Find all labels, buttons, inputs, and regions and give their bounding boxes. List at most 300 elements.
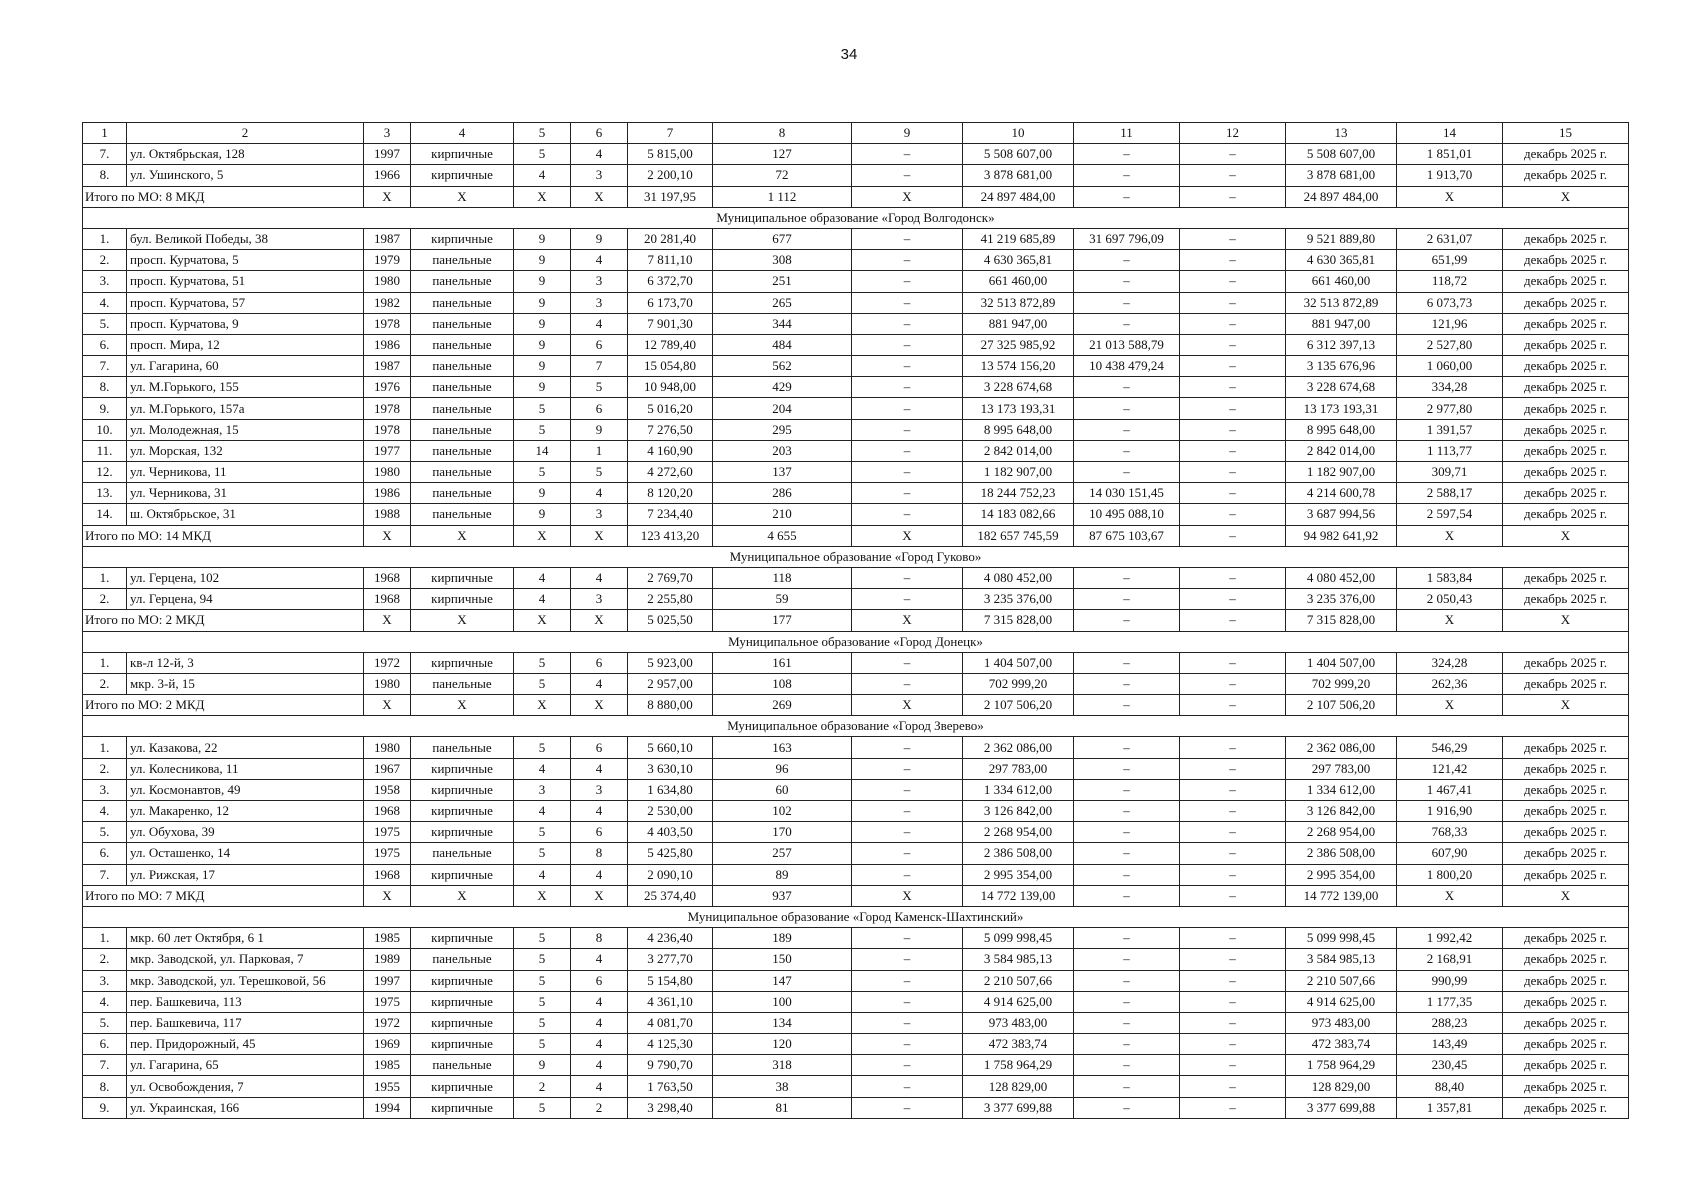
total-cell: X [571, 885, 628, 906]
table-cell: – [1180, 652, 1286, 673]
table-cell: 127 [713, 144, 852, 165]
table-cell: 8. [83, 377, 127, 398]
table-cell: 5 [514, 970, 571, 991]
total-cell: 94 982 641,92 [1286, 525, 1397, 546]
table-cell: – [852, 165, 963, 186]
table-cell: 2 842 014,00 [963, 440, 1074, 461]
table-row [83, 970, 1629, 991]
table-cell: 1978 [364, 313, 411, 334]
table-cell: – [852, 419, 963, 440]
table-cell: 4 [571, 1055, 628, 1076]
table-cell: кирпичные [411, 864, 514, 885]
table-cell: 5 815,00 [628, 144, 713, 165]
table-cell: декабрь 2025 г. [1503, 758, 1629, 779]
table-cell: 2 386 508,00 [963, 843, 1074, 864]
table-cell: 1955 [364, 1076, 411, 1097]
table-cell: 3 377 699,88 [1286, 1097, 1397, 1118]
table-cell: 4 [571, 673, 628, 694]
table-cell: 3 878 681,00 [963, 165, 1074, 186]
table-cell: кирпичные [411, 779, 514, 800]
table-cell: – [852, 334, 963, 355]
table-cell: 5 [514, 991, 571, 1012]
table-cell: – [1074, 313, 1180, 334]
table-cell: декабрь 2025 г. [1503, 483, 1629, 504]
total-cell: – [1180, 525, 1286, 546]
table-row [83, 377, 1629, 398]
table-cell: 3 878 681,00 [1286, 165, 1397, 186]
table-cell: 2 362 086,00 [1286, 737, 1397, 758]
total-cell: X [514, 695, 571, 716]
table-cell: декабрь 2025 г. [1503, 949, 1629, 970]
table-cell: 5 923,00 [628, 652, 713, 673]
table-cell: 5 016,20 [628, 398, 713, 419]
table-cell: панельные [411, 843, 514, 864]
table-row [83, 504, 1629, 525]
table-cell: панельные [411, 356, 514, 377]
table-cell: 118 [713, 567, 852, 588]
total-cell: X [1397, 885, 1503, 906]
table-cell: 3 228 674,68 [963, 377, 1074, 398]
total-cell: X [411, 885, 514, 906]
table-cell: – [852, 377, 963, 398]
total-cell: X [411, 610, 514, 631]
table-cell: 9 [514, 1055, 571, 1076]
table-cell: – [1074, 843, 1180, 864]
table-cell: декабрь 2025 г. [1503, 864, 1629, 885]
table-cell: 3 [571, 779, 628, 800]
table-cell: ул. М.Горького, 155 [127, 377, 364, 398]
table-cell: декабрь 2025 г. [1503, 462, 1629, 483]
table-cell: кирпичные [411, 589, 514, 610]
table-cell: – [852, 271, 963, 292]
table-cell: 3 228 674,68 [1286, 377, 1397, 398]
table-cell: – [1180, 165, 1286, 186]
table-row [83, 949, 1629, 970]
table-cell: – [1180, 991, 1286, 1012]
table-cell: 4 125,30 [628, 1034, 713, 1055]
table-cell: 1972 [364, 1012, 411, 1033]
table-cell: 1997 [364, 970, 411, 991]
table-cell: ул. Рижская, 17 [127, 864, 364, 885]
table-cell: 5 425,80 [628, 843, 713, 864]
table-cell: ш. Октябрьское, 31 [127, 504, 364, 525]
table-cell: – [1074, 737, 1180, 758]
table-cell: 9 [514, 250, 571, 271]
table-cell: 108 [713, 673, 852, 694]
table-cell: 4 [571, 567, 628, 588]
table-cell: 6 372,70 [628, 271, 713, 292]
table-cell: 1980 [364, 271, 411, 292]
table-cell: 1977 [364, 440, 411, 461]
table-cell: 2 597,54 [1397, 504, 1503, 525]
table-cell: 5 [514, 822, 571, 843]
table-cell: 121,96 [1397, 313, 1503, 334]
table-cell: ул. Герцена, 94 [127, 589, 364, 610]
table-cell: – [1180, 737, 1286, 758]
total-cell: – [1074, 610, 1180, 631]
table-cell: 4 [571, 1012, 628, 1033]
table-cell: – [852, 313, 963, 334]
table-cell: 134 [713, 1012, 852, 1033]
table-cell: 2 050,43 [1397, 589, 1503, 610]
municipality-heading-row [83, 906, 1629, 927]
table-cell: 4 [571, 1076, 628, 1097]
table-cell: 3 [571, 292, 628, 313]
table-cell: 6 173,70 [628, 292, 713, 313]
table-row [83, 1055, 1629, 1076]
table-row [83, 652, 1629, 673]
table-cell: 3 126 842,00 [963, 801, 1074, 822]
table-cell: ул. Гагарина, 60 [127, 356, 364, 377]
table-cell: декабрь 2025 г. [1503, 377, 1629, 398]
table-cell: – [1180, 462, 1286, 483]
total-cell: X [364, 885, 411, 906]
table-cell: – [1074, 949, 1180, 970]
column-number-cell: 10 [963, 123, 1074, 144]
table-cell: – [1180, 864, 1286, 885]
table-cell: 4 [571, 758, 628, 779]
table-cell: декабрь 2025 г. [1503, 440, 1629, 461]
table-cell: ул. Освобождения, 7 [127, 1076, 364, 1097]
table-cell: панельные [411, 419, 514, 440]
table-cell: 121,42 [1397, 758, 1503, 779]
table-cell: декабрь 2025 г. [1503, 334, 1629, 355]
table-cell: просп. Курчатова, 51 [127, 271, 364, 292]
total-label: Итого по МО: 14 МКД [83, 525, 364, 546]
table-cell: 1975 [364, 822, 411, 843]
table-cell: 2 769,70 [628, 567, 713, 588]
table-cell: панельные [411, 313, 514, 334]
table-cell: – [1074, 928, 1180, 949]
table-cell: декабрь 2025 г. [1503, 801, 1629, 822]
table-cell: мкр. 60 лет Октября, 6 1 [127, 928, 364, 949]
table-cell: панельные [411, 398, 514, 419]
table-cell: кирпичные [411, 928, 514, 949]
table-row [83, 1097, 1629, 1118]
total-cell: 5 025,50 [628, 610, 713, 631]
table-cell: – [1180, 292, 1286, 313]
table-cell: 6 [571, 334, 628, 355]
table-cell: 38 [713, 1076, 852, 1097]
table-cell: 286 [713, 483, 852, 504]
table-cell: 9 [514, 334, 571, 355]
table-cell: 2 631,07 [1397, 228, 1503, 249]
table-cell: – [1180, 673, 1286, 694]
table-cell: 3 235 376,00 [963, 589, 1074, 610]
table-cell: 4. [83, 991, 127, 1012]
table-row [83, 165, 1629, 186]
table-cell: 5 508 607,00 [1286, 144, 1397, 165]
table-cell: 1 467,41 [1397, 779, 1503, 800]
table-cell: 5 [514, 1034, 571, 1055]
table-row [83, 928, 1629, 949]
table-cell: – [1180, 567, 1286, 588]
table-cell: просп. Курчатова, 9 [127, 313, 364, 334]
table-cell: 4 272,60 [628, 462, 713, 483]
table-cell: панельные [411, 377, 514, 398]
table-cell: 8. [83, 165, 127, 186]
table-cell: 1. [83, 567, 127, 588]
table-cell: 4 [514, 758, 571, 779]
table-cell: кирпичные [411, 991, 514, 1012]
table-cell: – [1180, 271, 1286, 292]
table-cell: ул. Макаренко, 12 [127, 801, 364, 822]
table-row [83, 843, 1629, 864]
total-cell: 182 657 745,59 [963, 525, 1074, 546]
table-cell: 4. [83, 801, 127, 822]
table-cell: 4 [571, 144, 628, 165]
table-cell: ул. Морская, 132 [127, 440, 364, 461]
table-cell: – [852, 398, 963, 419]
total-cell: 177 [713, 610, 852, 631]
table-cell: 1980 [364, 673, 411, 694]
table-cell: 1 113,77 [1397, 440, 1503, 461]
table-cell: 297 783,00 [1286, 758, 1397, 779]
total-cell: – [1180, 885, 1286, 906]
table-cell: 1 404 507,00 [1286, 652, 1397, 673]
table-cell: – [1180, 356, 1286, 377]
total-cell: 2 107 506,20 [963, 695, 1074, 716]
table-cell: 1969 [364, 1034, 411, 1055]
table-cell: ул. Казакова, 22 [127, 737, 364, 758]
table-cell: 3 630,10 [628, 758, 713, 779]
table-cell: 651,99 [1397, 250, 1503, 271]
table-cell: панельные [411, 462, 514, 483]
table-cell: 7. [83, 356, 127, 377]
table-cell: 1967 [364, 758, 411, 779]
table-cell: 2. [83, 589, 127, 610]
table-cell: декабрь 2025 г. [1503, 292, 1629, 313]
table-cell: 7 811,10 [628, 250, 713, 271]
table-cell: 230,45 [1397, 1055, 1503, 1076]
table-cell: 5. [83, 822, 127, 843]
table-cell: 1 913,70 [1397, 165, 1503, 186]
table-cell: 2 210 507,66 [963, 970, 1074, 991]
table-cell: декабрь 2025 г. [1503, 1076, 1629, 1097]
table-cell: 31 697 796,09 [1074, 228, 1180, 249]
table-cell: 4 914 625,00 [1286, 991, 1397, 1012]
table-cell: – [852, 928, 963, 949]
table-cell: 9 [514, 483, 571, 504]
total-cell: X [571, 186, 628, 207]
total-row [83, 695, 1629, 716]
table-cell: – [852, 144, 963, 165]
table-cell: 81 [713, 1097, 852, 1118]
table-cell: 472 383,74 [1286, 1034, 1397, 1055]
table-cell: 4 [514, 165, 571, 186]
housing-table [82, 122, 1629, 1119]
table-cell: 334,28 [1397, 377, 1503, 398]
table-cell: 1997 [364, 144, 411, 165]
table-cell: 562 [713, 356, 852, 377]
table-cell: 7. [83, 864, 127, 885]
table-cell: декабрь 2025 г. [1503, 144, 1629, 165]
table-cell: 9 [514, 356, 571, 377]
table-cell: – [1180, 949, 1286, 970]
table-cell: декабрь 2025 г. [1503, 504, 1629, 525]
table-cell: 1. [83, 737, 127, 758]
table-cell: 1. [83, 928, 127, 949]
total-cell: – [1074, 885, 1180, 906]
table-cell: 5 [514, 673, 571, 694]
table-cell: 1 177,35 [1397, 991, 1503, 1012]
table-cell: панельные [411, 1055, 514, 1076]
table-cell: 2 530,00 [628, 801, 713, 822]
total-cell: X [852, 695, 963, 716]
table-cell: кирпичные [411, 1012, 514, 1033]
table-cell: – [1180, 440, 1286, 461]
table-cell: – [852, 440, 963, 461]
total-cell: 25 374,40 [628, 885, 713, 906]
table-cell: пер. Башкевича, 117 [127, 1012, 364, 1033]
column-number-cell: 1 [83, 123, 127, 144]
table-cell: 308 [713, 250, 852, 271]
table-cell: 1985 [364, 928, 411, 949]
table-cell: – [852, 356, 963, 377]
table-cell: 1 758 964,29 [1286, 1055, 1397, 1076]
table-cell: – [852, 673, 963, 694]
table-cell: 4 [514, 864, 571, 885]
table-cell: – [852, 462, 963, 483]
total-cell: 7 315 828,00 [1286, 610, 1397, 631]
table-cell: ул. Обухова, 39 [127, 822, 364, 843]
column-number-cell: 2 [127, 123, 364, 144]
table-cell: ул. Черникова, 11 [127, 462, 364, 483]
total-cell: X [364, 695, 411, 716]
table-cell: – [852, 970, 963, 991]
table-cell: 18 244 752,23 [963, 483, 1074, 504]
table-cell: 2 200,10 [628, 165, 713, 186]
table-cell: 4 160,90 [628, 440, 713, 461]
table-cell: 5 660,10 [628, 737, 713, 758]
table-cell: 9 [514, 377, 571, 398]
table-cell: 7. [83, 144, 127, 165]
total-cell: 1 112 [713, 186, 852, 207]
total-cell: – [1180, 186, 1286, 207]
table-row [83, 483, 1629, 504]
table-row [83, 228, 1629, 249]
table-cell: 12. [83, 462, 127, 483]
table-cell: 6 [571, 822, 628, 843]
total-cell: X [364, 186, 411, 207]
total-cell: 24 897 484,00 [1286, 186, 1397, 207]
table-cell: 1978 [364, 398, 411, 419]
table-cell: ул. Ушинского, 5 [127, 165, 364, 186]
table-cell: декабрь 2025 г. [1503, 737, 1629, 758]
table-cell: 8 [571, 928, 628, 949]
table-cell: просп. Курчатова, 57 [127, 292, 364, 313]
table-cell: 3 584 985,13 [963, 949, 1074, 970]
table-cell: 2 [571, 1097, 628, 1118]
column-number-cell: 15 [1503, 123, 1629, 144]
table-cell: 1989 [364, 949, 411, 970]
table-cell: 1968 [364, 589, 411, 610]
table-cell: 4 080 452,00 [1286, 567, 1397, 588]
table-row [83, 991, 1629, 1012]
table-cell: панельные [411, 334, 514, 355]
table-cell: 7 901,30 [628, 313, 713, 334]
total-cell: X [852, 186, 963, 207]
table-cell: 1958 [364, 779, 411, 800]
table-cell: просп. Мира, 12 [127, 334, 364, 355]
column-number-cell: 5 [514, 123, 571, 144]
table-cell: 2 268 954,00 [963, 822, 1074, 843]
total-label: Итого по МО: 7 МКД [83, 885, 364, 906]
table-cell: – [1180, 250, 1286, 271]
table-cell: – [1180, 928, 1286, 949]
table-cell: 10 948,00 [628, 377, 713, 398]
total-cell: X [852, 610, 963, 631]
table-cell: – [852, 991, 963, 1012]
table-cell: декабрь 2025 г. [1503, 652, 1629, 673]
table-cell: мкр. Заводской, ул. Терешковой, 56 [127, 970, 364, 991]
municipality-heading-row [83, 631, 1629, 652]
column-number-cell: 3 [364, 123, 411, 144]
table-cell: 5 [514, 652, 571, 673]
table-cell: ул. Космонавтов, 49 [127, 779, 364, 800]
table-cell: 14 [514, 440, 571, 461]
table-cell: 262,36 [1397, 673, 1503, 694]
total-cell: X [571, 695, 628, 716]
municipality-heading-row [83, 716, 1629, 737]
table-cell: панельные [411, 949, 514, 970]
table-cell: 1 182 907,00 [963, 462, 1074, 483]
table-cell: декабрь 2025 г. [1503, 567, 1629, 588]
table-cell: декабрь 2025 г. [1503, 589, 1629, 610]
table-row [83, 144, 1629, 165]
table-cell: 297 783,00 [963, 758, 1074, 779]
table-cell: 210 [713, 504, 852, 525]
table-cell: 1982 [364, 292, 411, 313]
table-cell: 1 851,01 [1397, 144, 1503, 165]
table-cell: 3 [571, 271, 628, 292]
table-cell: 251 [713, 271, 852, 292]
total-cell: 24 897 484,00 [963, 186, 1074, 207]
table-cell: 2 [514, 1076, 571, 1097]
table-cell: – [1180, 1012, 1286, 1033]
table-cell: декабрь 2025 г. [1503, 271, 1629, 292]
table-cell: бул. Великой Победы, 38 [127, 228, 364, 249]
table-cell: 1 334 612,00 [963, 779, 1074, 800]
table-cell: 5 508 607,00 [963, 144, 1074, 165]
table-cell: декабрь 2025 г. [1503, 1034, 1629, 1055]
table-cell: декабрь 2025 г. [1503, 1012, 1629, 1033]
table-cell: 3 277,70 [628, 949, 713, 970]
table-cell: декабрь 2025 г. [1503, 250, 1629, 271]
table-cell: 661 460,00 [963, 271, 1074, 292]
table-cell: – [1180, 334, 1286, 355]
table-cell: 32 513 872,89 [963, 292, 1074, 313]
total-cell: X [514, 610, 571, 631]
table-cell: декабрь 2025 г. [1503, 673, 1629, 694]
table-cell: 4 214 600,78 [1286, 483, 1397, 504]
table-row [83, 313, 1629, 334]
table-cell: 607,90 [1397, 843, 1503, 864]
table-cell: 147 [713, 970, 852, 991]
total-cell: 8 880,00 [628, 695, 713, 716]
table-cell: 4 914 625,00 [963, 991, 1074, 1012]
table-cell: ул. Герцена, 102 [127, 567, 364, 588]
total-cell: 87 675 103,67 [1074, 525, 1180, 546]
table-cell: 8 995 648,00 [963, 419, 1074, 440]
table-cell: 4. [83, 292, 127, 313]
table-cell: 9 790,70 [628, 1055, 713, 1076]
table-cell: 3 [571, 165, 628, 186]
table-cell: 2 995 354,00 [1286, 864, 1397, 885]
table-cell: 768,33 [1397, 822, 1503, 843]
table-cell: 677 [713, 228, 852, 249]
table-cell: 128 829,00 [963, 1076, 1074, 1097]
